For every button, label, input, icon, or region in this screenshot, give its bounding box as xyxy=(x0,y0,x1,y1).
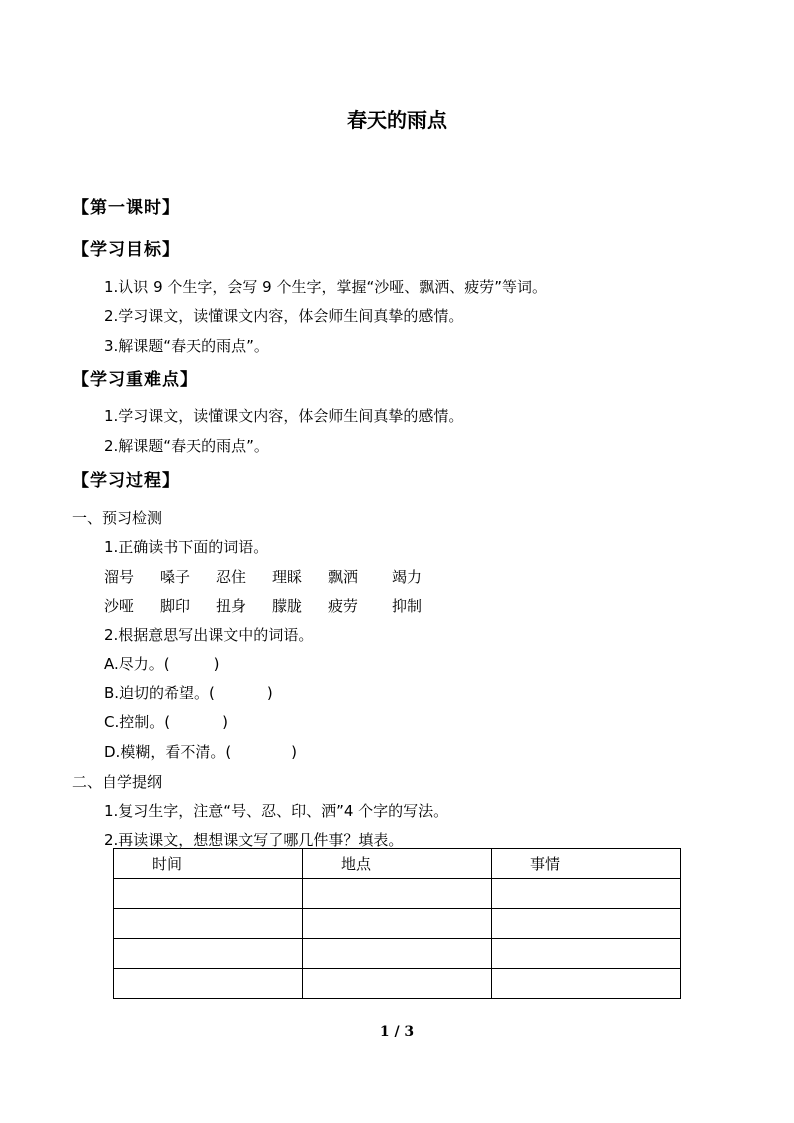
goal-item: 1.认识 9 个生字，会写 9 个生字，掌握“沙哑、飘洒、疲劳”等词。 xyxy=(104,278,548,296)
vocab-word: 抑制 xyxy=(392,597,423,615)
part1-question-1: 1.正确读书下面的词语。 xyxy=(104,538,269,556)
table-header-place: 地点 xyxy=(303,849,492,879)
table-cell[interactable] xyxy=(303,969,492,999)
fill-item-close: ) xyxy=(266,684,273,702)
vocab-word: 沙哑 xyxy=(104,597,135,615)
process-heading: 【学习过程】 xyxy=(72,471,180,491)
vocab-word: 嗓子 xyxy=(160,568,191,586)
part2-heading: 二、自学提纲 xyxy=(72,773,163,791)
key-point-item: 1.学习课文，读懂课文内容，体会师生间真挚的感情。 xyxy=(104,407,464,425)
part2-question-1: 1.复习生字，注意“号、忍、印、洒”4 个字的写法。 xyxy=(104,802,449,820)
table-header-time: 时间 xyxy=(114,849,303,879)
part1-heading: 一、预习检测 xyxy=(72,509,163,527)
fill-item-text: B.迫切的希望。( xyxy=(104,684,215,702)
table-row xyxy=(114,909,681,939)
table-cell[interactable] xyxy=(114,909,303,939)
fill-item-close: ) xyxy=(222,713,228,731)
fill-item-text: A.尽力。( xyxy=(104,655,170,673)
part2-question-2: 2.再读课文，想想课文写了哪几件事？填表。 xyxy=(104,831,404,849)
fill-item-close: ) xyxy=(213,655,220,673)
events-table xyxy=(113,848,681,999)
lesson-heading: 【第一课时】 xyxy=(72,198,180,218)
key-points-heading: 【学习重难点】 xyxy=(72,370,198,390)
vocab-word: 疲劳 xyxy=(328,597,359,615)
fill-item-d xyxy=(104,741,297,762)
table-row xyxy=(114,969,681,999)
table-row xyxy=(114,939,681,969)
vocab-word: 脚印 xyxy=(160,597,191,615)
table-cell[interactable] xyxy=(492,939,681,969)
table-cell[interactable] xyxy=(303,879,492,909)
table-cell[interactable] xyxy=(114,969,303,999)
fill-item-text: D.模糊，看不清。( xyxy=(104,743,232,761)
goal-item: 2.学习课文，读懂课文内容，体会师生间真挚的感情。 xyxy=(104,307,464,325)
goal-item: 3.解课题“春天的雨点”。 xyxy=(104,337,269,355)
vocab-word: 理睬 xyxy=(272,568,303,586)
vocab-word: 溜号 xyxy=(104,568,135,586)
table-cell[interactable] xyxy=(303,939,492,969)
table-cell[interactable] xyxy=(114,879,303,909)
fill-item-c xyxy=(104,711,228,732)
fill-item-close: ) xyxy=(291,743,298,761)
vocab-word: 忍住 xyxy=(216,568,247,586)
goals-heading: 【学习目标】 xyxy=(72,240,180,260)
table-row xyxy=(114,879,681,909)
vocab-word: 扭身 xyxy=(216,597,247,615)
vocab-word: 朦胧 xyxy=(272,597,303,615)
table-cell[interactable] xyxy=(303,909,492,939)
document-title: 春天的雨点 xyxy=(347,108,447,132)
table-cell[interactable] xyxy=(492,969,681,999)
table-cell[interactable] xyxy=(492,909,681,939)
page-number: 1 / 3 xyxy=(379,1024,415,1040)
table-cell[interactable] xyxy=(492,879,681,909)
key-point-item: 2.解课题“春天的雨点”。 xyxy=(104,437,269,455)
vocab-word: 飘洒 xyxy=(328,568,359,586)
fill-item-a xyxy=(104,653,219,674)
part1-question-2: 2.根据意思写出课文中的词语。 xyxy=(104,626,314,644)
fill-item-b xyxy=(104,682,273,703)
table-cell[interactable] xyxy=(114,939,303,969)
table-header-event: 事情 xyxy=(492,849,681,879)
table-header-row xyxy=(114,849,681,879)
fill-item-text: C.控制。( xyxy=(104,713,171,731)
vocab-word: 竭力 xyxy=(392,568,423,586)
